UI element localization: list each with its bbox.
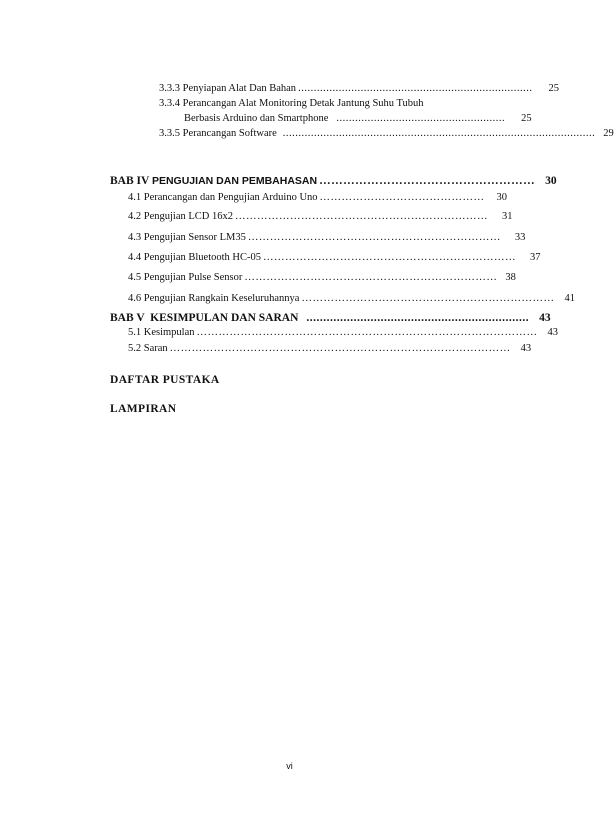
toc-leader-dots: ......................................................: [336, 113, 506, 124]
toc-label: 4.3 Pengujian Sensor LM35: [128, 232, 246, 243]
toc-leader-dots: ……………………………………………………………: [235, 211, 488, 222]
toc-leader-dots: ……………………………………………………………: [301, 293, 555, 304]
toc-entry-4-5: [128, 272, 516, 283]
toc-label: 4.1 Perancangan dan Pengujian Arduino Uno: [128, 192, 318, 203]
toc-entry-4-3: [128, 232, 526, 243]
toc-label: 4.2 Pengujian LCD 16x2: [128, 211, 233, 222]
toc-page: 33: [514, 232, 526, 243]
toc-page: 43: [547, 327, 558, 338]
toc-page: 30: [545, 175, 557, 187]
toc-page: 43: [539, 312, 551, 324]
toc-page: 25: [548, 83, 559, 94]
toc-leader-dots: ……………………………………………………………: [244, 272, 498, 283]
toc-leader-dots: …………………………………………………………………………………: [169, 343, 511, 354]
toc-label: 3.3.3 Penyiapan Alat Dan Bahan: [159, 83, 297, 94]
toc-label: 5.2 Saran: [128, 343, 168, 354]
toc-chapter-5: [110, 312, 551, 324]
toc-daftar-pustaka: DAFTAR PUSTAKA: [110, 374, 220, 386]
toc-page: 37: [530, 252, 541, 263]
toc-page: 25: [521, 113, 532, 124]
toc-label: 4.4 Pengujian Bluetooth HC-05: [128, 252, 261, 263]
toc-label: 5.1 Kesimpulan: [128, 327, 195, 338]
toc-entry-3-3-4: [184, 113, 532, 124]
toc-entry-4-4: [128, 252, 541, 263]
toc-entry-3-3-4-line1: 3.3.4 Perancangan Alat Monitoring Detak Jantung Suhu Tubuh: [159, 98, 424, 109]
toc-leader-dots: …………………………………………………………………………………: [196, 327, 538, 338]
toc-leader-dots: ………………………………………………: [319, 175, 536, 187]
toc-leader-dots: ..................................................................: [306, 312, 530, 324]
toc-label: Berbasis Arduino dan Smartphone: [184, 113, 329, 124]
chapter-title: PENGUJIAN DAN PEMBAHASAN: [151, 175, 318, 187]
toc-leader-dots: ....................................................................................................: [282, 128, 596, 139]
toc-entry-4-1: [128, 192, 508, 203]
toc-entry-4-2: [128, 211, 513, 222]
toc-page: 29: [603, 128, 614, 139]
toc-chapter-4: [110, 175, 557, 187]
toc-page: 30: [496, 192, 508, 203]
toc-entry-3-3-5: [159, 128, 614, 139]
toc-leader-dots: ………………………………………: [319, 192, 485, 203]
page-number: vi: [286, 761, 293, 771]
toc-entry-4-6: [128, 293, 575, 304]
toc-label: 4.5 Pengujian Pulse Sensor: [128, 272, 243, 283]
toc-leader-dots: ……………………………………………………………: [263, 252, 516, 263]
toc-entry-5-1: [128, 327, 558, 338]
toc-entry-5-2: [128, 343, 532, 354]
toc-label: 4.6 Pengujian Rangkain Keseluruhannya: [128, 293, 300, 304]
toc-page: 31: [502, 211, 513, 222]
toc-label: 3.3.5 Perancangan Software: [159, 128, 277, 139]
toc-page: 38: [505, 272, 516, 283]
toc-leader-dots: ...........................................................................: [298, 83, 533, 94]
toc-entry-3-3-3: [159, 83, 559, 94]
toc-lampiran: LAMPIRAN: [110, 403, 177, 415]
toc-page: 41: [564, 293, 575, 304]
chapter-prefix: BAB IV: [110, 175, 152, 187]
toc-leader-dots: ……………………………………………………………: [247, 232, 501, 243]
toc-page: 43: [520, 343, 532, 354]
chapter-title: BAB V KESIMPULAN DAN SARAN: [110, 312, 299, 324]
